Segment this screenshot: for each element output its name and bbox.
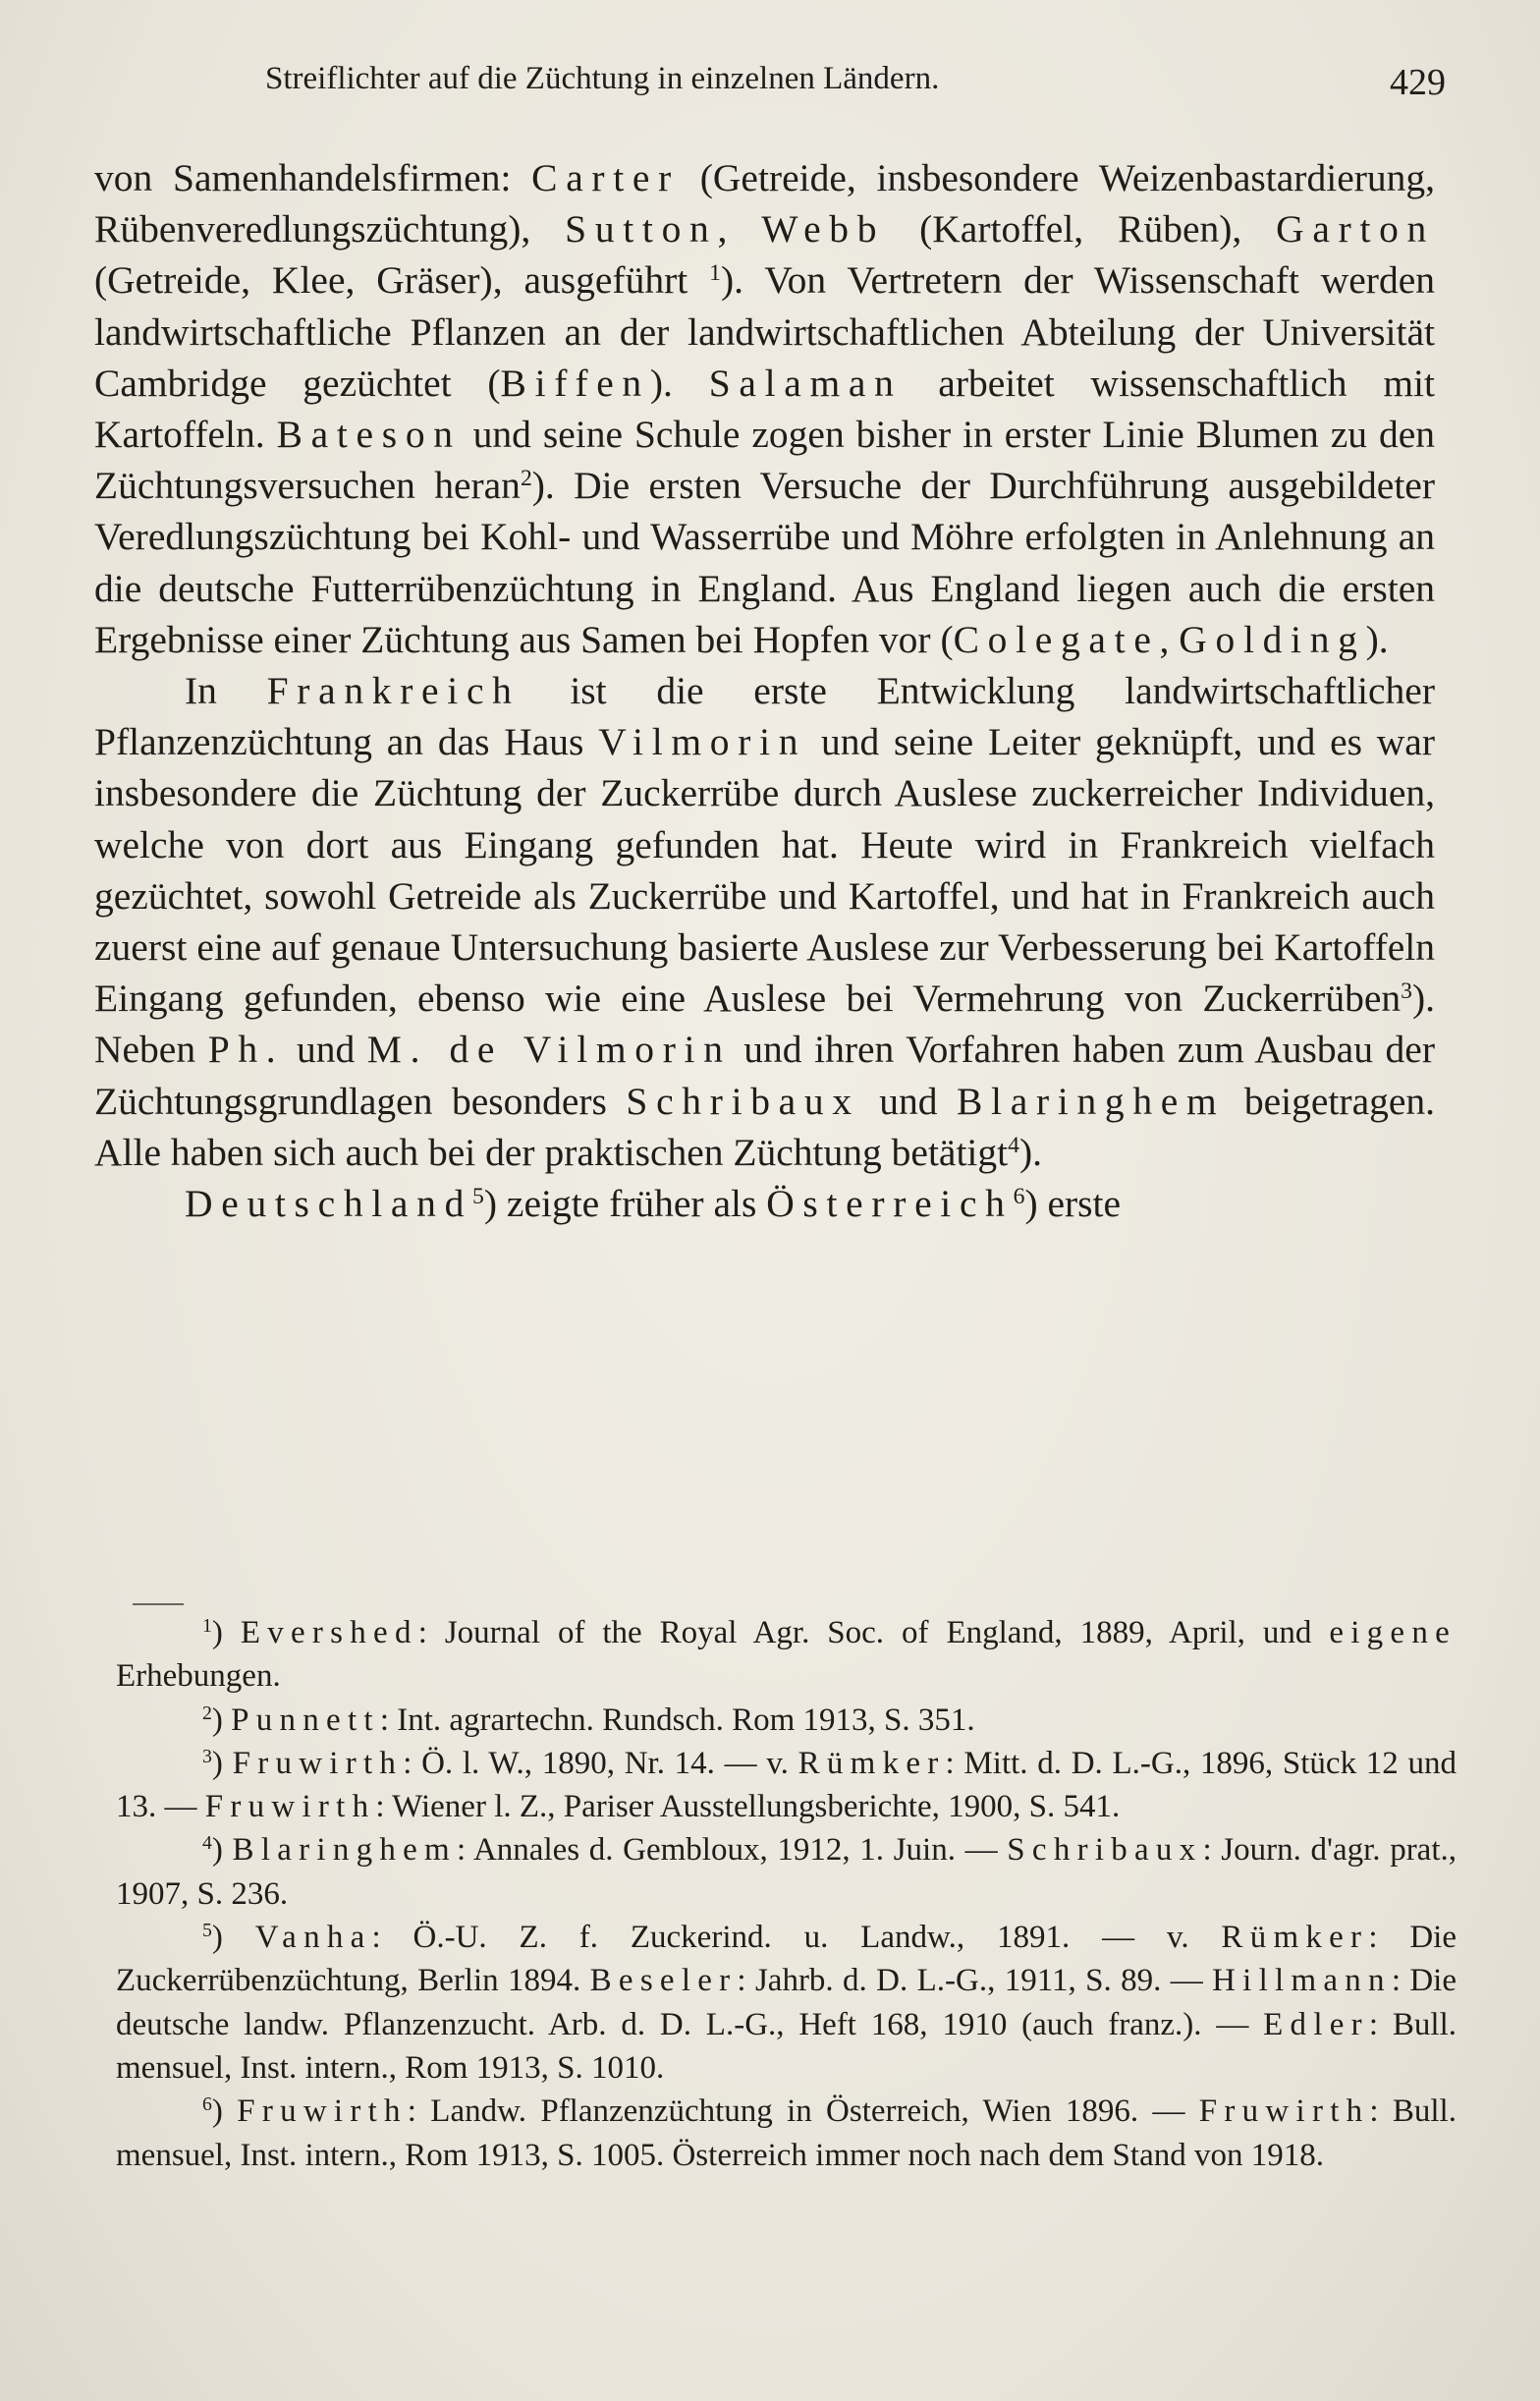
footnote xyxy=(116,1742,1457,1829)
spaced-name: Ph. xyxy=(207,1028,285,1072)
footnote-separator xyxy=(133,1603,184,1605)
text-run: : Annales d. Gembloux, 1912, 1. Juin. — xyxy=(456,1832,1008,1869)
body-text xyxy=(94,152,1435,1229)
spaced-name: Vilmorin xyxy=(598,720,807,764)
text-run: beigetragen. Alle haben sich auch bei der praktischen Züchtung betätigt xyxy=(94,1079,1436,1174)
spaced-name: Colegate xyxy=(953,617,1160,661)
spaced-name: Blaringhem xyxy=(232,1832,457,1869)
paragraph xyxy=(94,1178,1435,1229)
text-run: : Bull. mensuel, Inst. intern., Rom 1913, S. 1010. xyxy=(116,2006,1457,2086)
text-run: In xyxy=(185,669,267,713)
text-run: ) xyxy=(211,2094,238,2130)
text-run: und seine Schule zogen bisher in erster Linie Blumen zu den Züchtungsversuchen heran xyxy=(94,413,1435,508)
footnote-marker: 1 xyxy=(709,260,721,287)
text-run: ) xyxy=(211,1745,233,1781)
text-run: : Ö.-U. Z. f. Zuckerind. u. Landw., 1891. — v. xyxy=(371,1920,1222,1956)
footnote-marker: 5 xyxy=(202,1920,212,1942)
spaced-name: Blaringhem xyxy=(957,1079,1226,1123)
spaced-name: Rümker xyxy=(1221,1920,1369,1956)
text-run: ) xyxy=(211,1920,255,1956)
text-run: ). xyxy=(649,361,709,405)
text-run: ) erste xyxy=(1024,1182,1122,1226)
spaced-name: Frankreich xyxy=(266,669,521,713)
spaced-name: Edler xyxy=(1263,2006,1369,2042)
text-run: ) xyxy=(211,1702,232,1738)
spaced-name: Fruwirth xyxy=(204,1789,376,1825)
footnotes xyxy=(116,1611,1457,2177)
spaced-name: Schribaux xyxy=(1007,1832,1203,1869)
text-run: : Ö. l. W., 1890, Nr. 14. — v. xyxy=(403,1745,798,1781)
footnote-marker: 2 xyxy=(520,466,532,492)
footnote xyxy=(116,1699,1457,1742)
text-run: ). Neben xyxy=(94,977,1435,1072)
paragraph xyxy=(94,152,1435,665)
spaced-name: Garton xyxy=(1276,207,1435,251)
text-run: und ihren Vorfahren haben zum Ausbau der Züchtungsgrundlagen besonders xyxy=(94,1028,1435,1123)
spaced-name: Biffen xyxy=(500,361,650,405)
text-run: : Mitt. d. D. L.-G., 1896, Stück 12 und 13. — xyxy=(116,1745,1457,1825)
spaced-name: Deutschland xyxy=(185,1182,473,1226)
text-run: : Journ. d'agr. prat., 1907, S. 236. xyxy=(116,1832,1457,1912)
text-run: : Die Zuckerrübenzüchtung, Berlin 1894. xyxy=(116,1920,1457,1999)
spaced-name: Bateson xyxy=(276,413,462,457)
text-run: ) zeigte früher als xyxy=(483,1182,767,1226)
footnote xyxy=(116,2090,1457,2177)
spaced-name: Fruwirth xyxy=(1198,2094,1370,2130)
footnote xyxy=(116,1828,1457,1916)
spaced-name: Rümker xyxy=(798,1745,946,1781)
text-run: (Getreide, Klee, Gräser), ausgeführt xyxy=(94,258,710,303)
spaced-name: Webb xyxy=(761,207,886,251)
spaced-name: M. de Vilmorin xyxy=(366,1028,732,1072)
footnote xyxy=(116,1611,1457,1699)
running-header xyxy=(265,61,1446,110)
text-run: ). xyxy=(1018,1130,1042,1174)
footnote-marker: 6 xyxy=(202,2094,212,2116)
text-run: ist die erste Entwicklung landwirtschaftlicher Pflanzenzüchtung an das Haus xyxy=(94,669,1435,764)
footnote xyxy=(116,1916,1457,2090)
text-run: : Wiener l. Z., Pariser Ausstellungsberichte, 1900, S. 541. xyxy=(375,1789,1121,1825)
spaced-name: Salaman xyxy=(708,361,903,405)
text-run: ) xyxy=(211,1832,233,1869)
spaced-name: Beseler xyxy=(589,1963,738,1999)
text-run: : Journal of the Royal Agr. Soc. of England, 1889, April, und xyxy=(417,1615,1330,1650)
spaced-name: Golding xyxy=(1179,617,1366,661)
text-run: ). Die ersten Versuche der Durchführung ausgebildeter Veredlungszüchtung bei Kohl- und Wasserrübe und Möhre erfolgten in Anlehnung an die deutsche Futterrübenzüchtung in England. Aus England liegen auch die ersten Ergebnisse einer Züchtung aus Samen bei Hopfen vor ( xyxy=(94,464,1435,661)
text-run: , xyxy=(1159,617,1180,661)
spaced-name: Punnett xyxy=(231,1702,380,1738)
spaced-name: Österreich xyxy=(766,1182,1014,1226)
spaced-name: Vanha xyxy=(254,1920,372,1956)
spaced-name: Carter xyxy=(531,156,680,199)
spaced-name: Schribaux xyxy=(626,1079,860,1123)
footnote-marker: 1 xyxy=(202,1615,212,1638)
text-run: (Getreide, insbesondere Weizenbastardierung, Rübenveredlungszüchtung), xyxy=(94,156,1435,251)
text-run: : Die deutsche landw. Pflanzenzucht. Arb. d. D. L.-G., Heft 168, 1910 (auch franz.). — xyxy=(116,1963,1457,2042)
text-run: : Bull. mensuel, Inst. intern., Rom 1913, S. 1005. Österreich immer noch nach dem Stand von 1918. xyxy=(116,2094,1457,2173)
text-run: : Int. agrartechn. Rundsch. Rom 1913, S. 351. xyxy=(379,1702,975,1738)
text-run: , xyxy=(717,207,762,251)
page-number: 429 xyxy=(1390,62,1446,103)
text-run: ). Von Vertretern der Wissenschaft werden landwirtschaftliche Pflanzen an der landwirtschaftlichen Abteilung der Universität Cambridge gezüchtet ( xyxy=(94,258,1435,405)
spaced-name: Fruwirth xyxy=(237,2094,408,2130)
spaced-name: Evershed xyxy=(240,1615,418,1650)
footnote-marker: 4 xyxy=(1008,1132,1019,1158)
spaced-name: eigene xyxy=(1329,1615,1457,1650)
text-run: : Landw. Pflanzenzüchtung in Österreich, Wien 1896. — xyxy=(407,2094,1199,2130)
text-run: arbeitet wissenschaftlich mit Kartoffeln. xyxy=(94,361,1436,457)
running-title: Streiflichter auf die Züchtung in einzelnen Ländern. xyxy=(265,61,940,96)
text-run: : Jahrb. d. D. L.-G., 1911, S. 89. — xyxy=(737,1963,1213,1999)
footnote-marker: 4 xyxy=(202,1832,212,1855)
spaced-name: Fruwirth xyxy=(232,1745,404,1781)
footnote-marker: 5 xyxy=(472,1184,484,1210)
spaced-name: Hillmann xyxy=(1212,1963,1392,1999)
spaced-name: Sutton xyxy=(565,207,718,251)
text-run: ). xyxy=(1365,617,1389,661)
footnote-marker: 2 xyxy=(202,1702,212,1724)
footnote-marker: 6 xyxy=(1013,1184,1025,1210)
text-run: von Samenhandelsfirmen: xyxy=(94,156,532,199)
footnote-marker: 3 xyxy=(202,1746,212,1768)
text-run: und seine Leiter geknüpft, und es war insbesondere die Züchtung der Zuckerrübe durch Auslese zuckerreicher Individuen, welche von dort aus Eingang gefunden hat. Heute wird in Frankreich vielfach gezüchtet, sowohl Getreide als Zuckerrübe und Kartoffel, und hat in Frankreich auch zuerst eine auf genaue Untersuchung basierte Auslese zur Verbesserung bei Kartoffeln Eingang gefunden, ebenso wie eine Auslese bei Vermehrung von Zuckerrüben xyxy=(94,720,1435,1021)
text-run: (Kartoffel, Rüben), xyxy=(885,207,1277,251)
text-run: Erhebungen. xyxy=(116,1658,281,1695)
text-run: ) xyxy=(211,1615,241,1650)
paragraph xyxy=(94,665,1435,1178)
footnote-marker: 3 xyxy=(1401,978,1412,1005)
text-run: und xyxy=(284,1028,367,1072)
text-run: und xyxy=(859,1079,958,1123)
